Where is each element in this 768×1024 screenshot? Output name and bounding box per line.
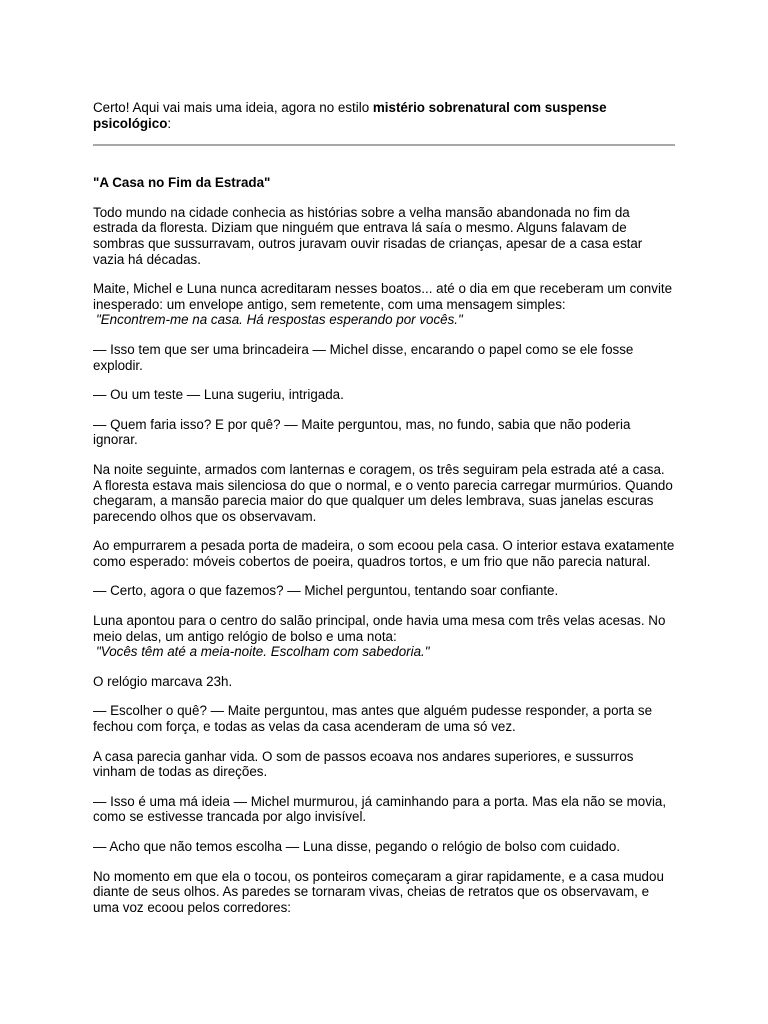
paragraph-text: — Isso tem que ser uma brincadeira — Michel disse, encarando o papel como se ele fosse explodir. <box>93 341 634 373</box>
story-paragraph <box>93 613 675 660</box>
story-paragraph <box>93 869 675 916</box>
paragraph-text: — Isso é uma má ideia — Michel murmurou, já caminhando para a porta. Mas ela não se movia, como se estivesse trancada por algo invisível. <box>93 793 667 825</box>
story-paragraph <box>93 417 675 448</box>
story-paragraph <box>93 205 675 267</box>
paragraph-text: A casa parecia ganhar vida. O som de passos ecoava nos andares superiores, e sussurros vinham de todas as direções. <box>93 748 634 780</box>
story-paragraph <box>93 342 675 373</box>
story-paragraph <box>93 674 675 690</box>
story-paragraph <box>93 839 675 855</box>
paragraph-quote: "Encontrem-me na casa. Há respostas esperando por vocês." <box>96 312 463 328</box>
intro-text <box>93 100 675 131</box>
paragraph-text: Todo mundo na cidade conhecia as histórias sobre a velha mansão abandonada no fim da estrada da floresta. Diziam que ninguém que entrava lá saía o mesmo. Alguns falavam de sombras que sussurravam, outros juravam ouvir risadas de crianças, apesar de a casa estar vazia há décadas. <box>93 204 643 267</box>
horizontal-divider <box>93 144 675 146</box>
story-paragraph <box>93 794 675 825</box>
paragraph-text: — Certo, agora o que fazemos? — Michel perguntou, tentando soar confiante. <box>93 583 559 599</box>
paragraph-text: Ao empurrarem a pesada porta de madeira, o som ecoou pela casa. O interior estava exatamente como esperado: móveis cobertos de poeira, quadros tortos, e um frio que não parecia natural. <box>93 538 675 569</box>
paragraph-text: O relógio marcava 23h. <box>93 673 233 689</box>
paragraph-text: — Quem faria isso? E por quê? — Maite perguntou, mas, no fundo, sabia que não poderia ignorar. <box>93 416 631 448</box>
paragraph-text: — Escolher o quê? — Maite perguntou, mas antes que alguém pudesse responder, a porta se fechou com força, e todas as velas da casa acenderam de uma só vez. <box>93 703 653 735</box>
paragraph-text: Na noite seguinte, armados com lanternas e coragem, os três seguiram pela estrada até a casa. A floresta estava mais silenciosa do que o normal, e o vento parecia carregar murmúrios. Quando chegaram, a mansão parecia maior do que qualquer um deles lembrava, suas janelas escuras parecendo olhos que os observavam. <box>93 461 673 524</box>
paragraph-text: — Acho que não temos escolha — Luna disse, pegando o relógio de bolso com cuidado. <box>93 839 621 854</box>
intro-suffix: : <box>167 115 172 131</box>
paragraph-text: Maite, Michel e Luna nunca acreditaram nesses boatos... até o dia em que receberam um convite inesperado: um envelope antigo, sem remetente, com uma mensagem simples: <box>93 281 673 312</box>
paragraph-text: No momento em que ela o tocou, os ponteiros começaram a girar rapidamente, e a casa mudou diante de seus olhos. As paredes se tornaram vivas, cheias de retratos que os observavam, e uma voz ecoou pelos corredores: <box>93 868 664 915</box>
intro-emphasis: mistério sobrenatural com suspense psicológico <box>93 100 607 131</box>
story-paragraph <box>93 387 675 403</box>
story-paragraph <box>93 538 675 569</box>
paragraph-text: — Ou um teste — Luna sugeriu, intrigada. <box>93 387 344 403</box>
story-paragraph <box>93 281 675 328</box>
story-title: "A Casa no Fim da Estrada" <box>93 175 271 191</box>
paragraph-quote: "Vocês têm até a meia-noite. Escolham com sabedoria." <box>96 644 430 660</box>
story-paragraph <box>93 462 675 524</box>
paragraph-text: Luna apontou para o centro do salão principal, onde havia uma mesa com três velas acesas. No meio delas, um antigo relógio de bolso e uma nota: <box>93 613 666 644</box>
story-body <box>93 205 675 916</box>
story-paragraph <box>93 749 675 780</box>
intro-prefix: Certo! Aqui vai mais uma ideia, agora no estilo <box>93 100 373 115</box>
document-page <box>93 100 675 915</box>
story-paragraph <box>93 583 675 599</box>
story-paragraph <box>93 703 675 734</box>
